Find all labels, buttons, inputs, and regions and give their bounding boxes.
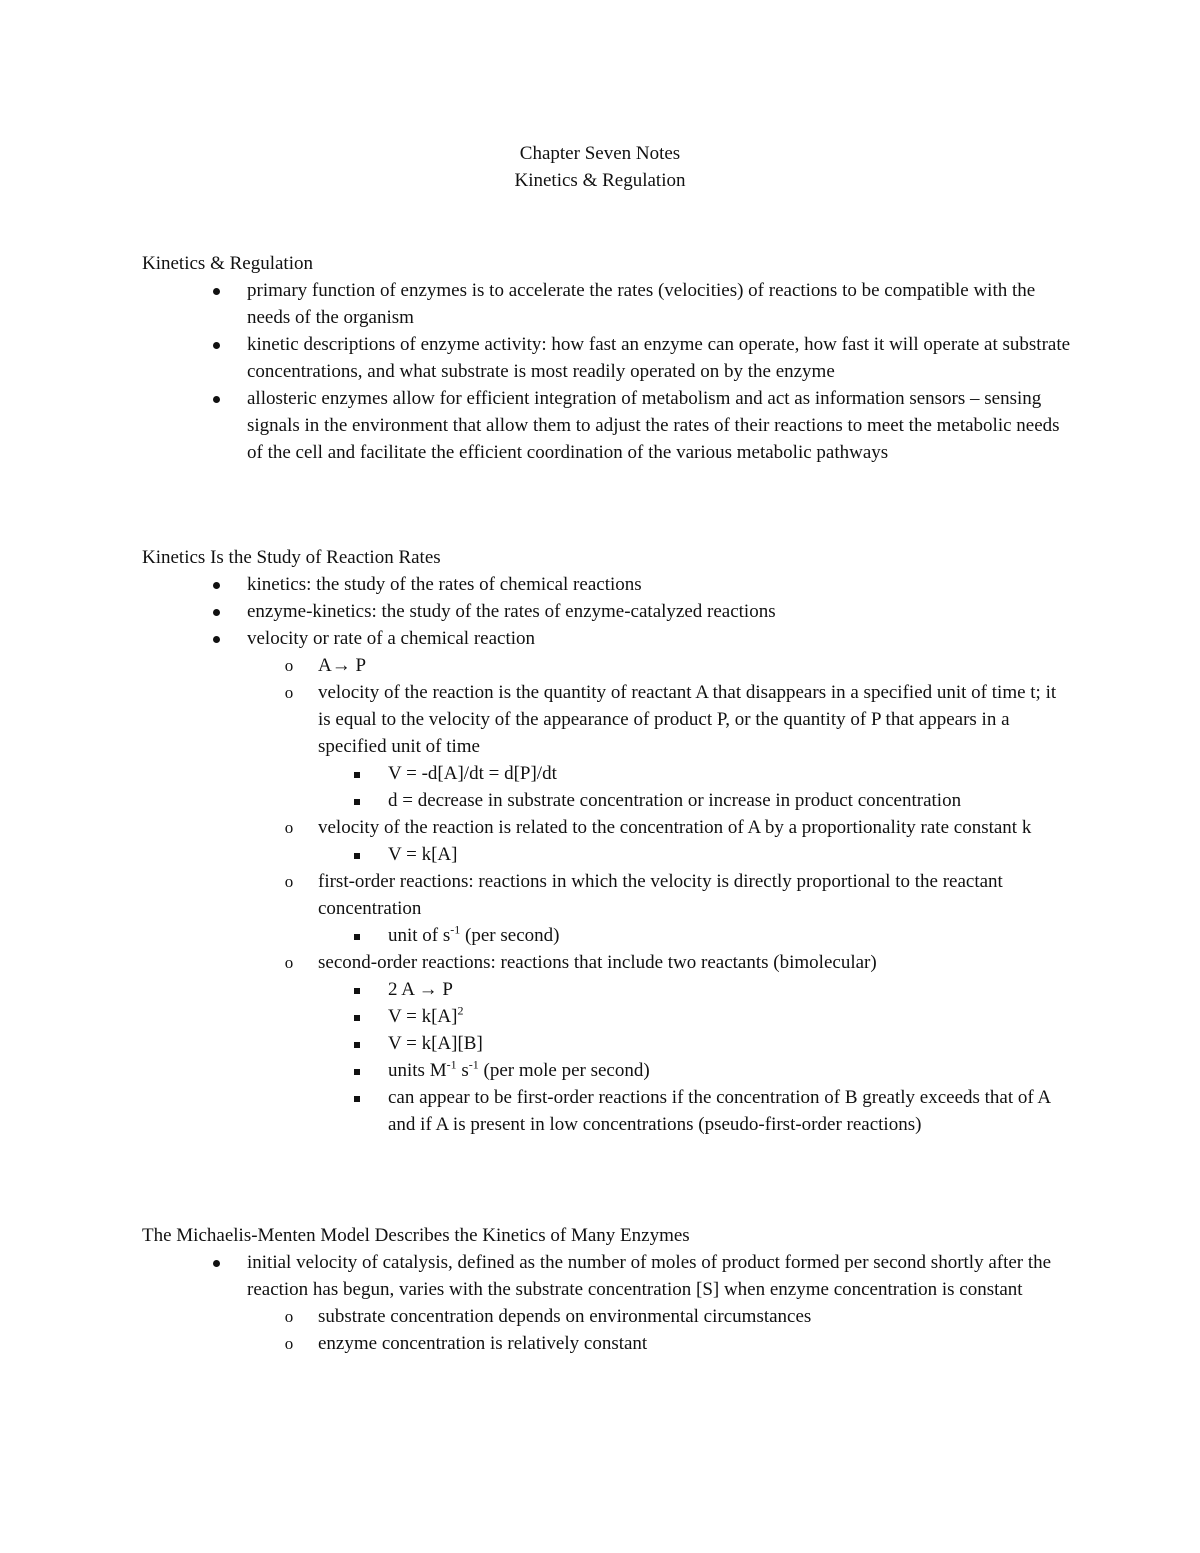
square-bullet-icon [347, 976, 367, 1003]
sub-sub-list-item [0, 1030, 1072, 1057]
list-item-text: substrate concentration depends on environmental circumstances [318, 1306, 812, 1327]
square-bullet-icon [347, 760, 367, 787]
circle-bullet-icon: o [284, 1334, 294, 1353]
sub-sub-list-item [0, 976, 1072, 1003]
section-heading: Kinetics Is the Study of Reaction Rates [142, 547, 441, 568]
list-item-text: allosteric enzymes allow for efficient integration of metabolism and act as information sensors – sensing signals in the environment that allow them to adjust the rates of their reactions to meet the metabolic needs of the cell and facilitate the efficient coordination of the various metabolic pathways [247, 388, 1060, 463]
bullet-icon [206, 331, 226, 358]
bullet-icon [206, 571, 226, 598]
list-item [0, 385, 1072, 466]
list-item-text: primary function of enzymes is to accelerate the rates (velocities) of reactions to be compatible with the needs of the organism [247, 280, 1036, 328]
sub-sub-list-item [0, 1084, 1072, 1138]
list-item-text: $V = k[A]^2$ [388, 1003, 464, 1027]
sub-list-item [0, 868, 1072, 922]
list-item-text: A→ P [318, 655, 367, 676]
square-bullet-icon [347, 1084, 367, 1111]
list-item-text: initial velocity of catalysis, defined as the number of moles of product formed per second shortly after the reaction has begun, varies with the substrate concentration [S] when enzyme concentration is constant [247, 1252, 1052, 1300]
list-item [0, 571, 1072, 598]
sub-list-item [0, 949, 1072, 976]
list-item-text: V = k[A][B] [388, 1033, 483, 1054]
list-item-text: velocity of the reaction is related to the concentration of A by a proportionality rate constant k [318, 817, 1032, 838]
list-item-text: units $M^{-1}$ $s^{-1}$ (per mole per second) [388, 1057, 650, 1081]
bullet-list [0, 571, 1072, 1138]
circle-bullet-icon: o [284, 656, 294, 675]
page-subtitle: Kinetics & Regulation [514, 170, 686, 191]
sub-list-item [0, 679, 1072, 760]
bullet-icon [206, 1249, 226, 1276]
list-item-text: d = decrease in substrate concentration or increase in product concentration [388, 790, 962, 811]
sub-sub-list-item [0, 922, 1072, 949]
square-bullet-icon [347, 1030, 367, 1057]
list-item-text: 2 A → P [388, 979, 453, 1000]
sub-sub-list-item [0, 760, 1072, 787]
circle-bullet-icon: o [284, 818, 294, 837]
section-heading: The Michaelis-Menten Model Describes the Kinetics of Many Enzymes [142, 1225, 690, 1246]
list-item-text: enzyme-kinetics: the study of the rates of enzyme-catalyzed reactions [247, 601, 776, 622]
bullet-list [142, 277, 1072, 466]
sub-sub-list-item [0, 1003, 1072, 1030]
list-item-text: second-order reactions: reactions that include two reactants (bimolecular) [318, 952, 877, 973]
sub-list-item [0, 814, 1072, 841]
circle-bullet-icon: o [284, 872, 294, 891]
sub-list-item [0, 1330, 1072, 1357]
list-item [0, 1249, 1072, 1303]
page-title: Chapter Seven Notes [519, 143, 681, 164]
circle-bullet-icon: o [284, 683, 294, 702]
square-bullet-icon [347, 841, 367, 868]
bullet-icon [206, 625, 226, 652]
list-item-text: kinetic descriptions of enzyme activity: how fast an enzyme can operate, how fast it will operate at substrate concentrations, and what substrate is most readily operated on by the enzyme [247, 334, 1071, 382]
list-item-text: velocity or rate of a chemical reaction [247, 628, 536, 649]
sub-sub-list-item [0, 1057, 1072, 1084]
square-bullet-icon [347, 787, 367, 814]
square-bullet-icon [347, 922, 367, 949]
list-item-text: V = -d[A]/dt = d[P]/dt [388, 763, 557, 784]
bullet-icon [206, 385, 226, 412]
section-reaction-rates [142, 544, 1072, 1138]
list-item-text: velocity of the reaction is the quantity of reactant A that disappears in a specified unit of time t; it is equal to the velocity of the appearance of product P, or the quantity of P that appears in a specified unit of time [318, 682, 1057, 757]
bullet-icon [206, 277, 226, 304]
title-block [0, 140, 1200, 194]
square-bullet-icon [347, 1057, 367, 1084]
circle-bullet-icon: o [284, 1307, 294, 1326]
sub-list-item [0, 1303, 1072, 1330]
list-item [0, 331, 1072, 385]
bullet-list [0, 1249, 1072, 1357]
section-kinetics-regulation [142, 250, 1072, 466]
square-bullet-icon [347, 1003, 367, 1030]
list-item-text: V = k[A] [388, 844, 458, 865]
list-item-text: enzyme concentration is relatively constant [318, 1333, 648, 1354]
sub-list-item [0, 652, 1072, 679]
sub-sub-list-item [0, 841, 1072, 868]
section-heading: Kinetics & Regulation [142, 253, 313, 274]
list-item [0, 625, 1072, 652]
list-item-text: can appear to be first-order reactions if the concentration of B greatly exceeds that of A and if A is present in low concentrations (pseudo-first-order reactions) [388, 1087, 1051, 1135]
circle-bullet-icon: o [284, 953, 294, 972]
sub-sub-list-item [0, 787, 1072, 814]
list-item [0, 598, 1072, 625]
list-item-text: unit of $s^{-1}$ (per second) [388, 922, 560, 946]
bullet-icon [206, 598, 226, 625]
list-item [0, 277, 1072, 331]
list-item-text: first-order reactions: reactions in which the velocity is directly proportional to the reactant concentration [318, 871, 1003, 919]
section-michaelis-menten [142, 1222, 1072, 1357]
list-item-text: kinetics: the study of the rates of chemical reactions [247, 574, 642, 595]
